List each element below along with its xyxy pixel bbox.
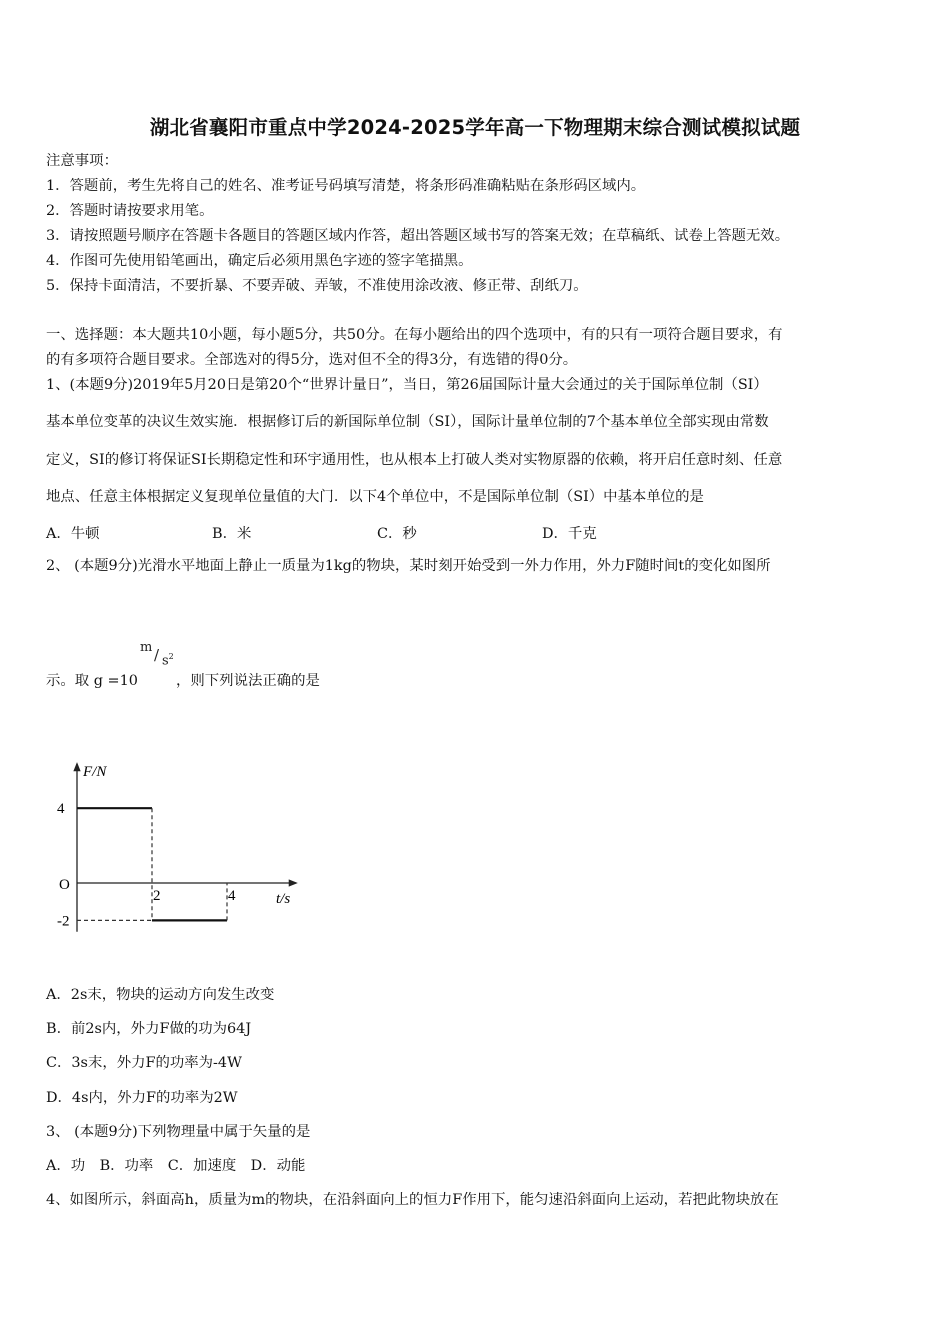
q2-line-2-pre: 示。取 g =10 xyxy=(46,673,138,689)
x-tick-label-2: 2 xyxy=(153,888,161,904)
unit-slash: / xyxy=(154,646,160,664)
y-tick-label-4: 4 xyxy=(57,801,65,818)
unit-denominator: $s^2$ xyxy=(162,652,174,669)
section-instruction-line2: 的有多项符合题目要求。全部选对的得5分，选对但不全的得3分，有选错的得0分。 xyxy=(46,352,578,368)
q4-line: 4、如图所示，斜面高h，质量为m的物块，在沿斜面向上的恒力F作用下，能匀速沿斜面向上运动，若把此物块放在 xyxy=(46,1192,779,1208)
unit-numerator: m xyxy=(140,640,153,655)
x-axis-label: t/s xyxy=(276,891,291,907)
y-axis-label: F/N xyxy=(83,764,107,780)
q2-option-c: C．3s末，外力F的功率为-4W xyxy=(46,1055,242,1071)
force-time-graph xyxy=(40,758,300,938)
x-tick-label-4: 4 xyxy=(228,888,236,904)
q3-options: A．功 B．功率 C．加速度 D．动能 xyxy=(46,1158,306,1174)
notice-item-1: 1．答题前，考生先将自己的姓名、准考证号码填写清楚，将条形码准确粘贴在条形码区域内。 xyxy=(46,178,646,194)
q1-option-a: A．牛顿 xyxy=(46,526,100,542)
q2-line-2-post: ，则下列说法正确的是 xyxy=(176,673,320,689)
notice-heading: 注意事项： xyxy=(46,153,118,169)
q1-line-4: 地点、任意主体根据定义复现单位量值的大门．以下4个单位中，不是国际单位制（SI）中基本单位的是 xyxy=(46,489,704,505)
q2-option-d: D．4s内，外力F的功率为2W xyxy=(46,1090,238,1106)
q1-option-b: B．米 xyxy=(212,526,252,542)
page-title: 湖北省襄阳市重点中学2024-2025学年高一下物理期末综合测试模拟试题 xyxy=(149,116,801,139)
q1-line-1: 1、(本题9分)2019年5月20日是第20个“世界计量日”，当日，第26届国际计量大会通过的关于国际单位制（SI） xyxy=(46,377,768,393)
q2-line-1: 2、 (本题9分)光滑水平地面上静止一质量为1kg的物块，某时刻开始受到一外力作用，外力F随时间t的变化如图所 xyxy=(46,558,771,574)
q2-option-a: A．2s末，物块的运动方向发生改变 xyxy=(46,987,275,1003)
q2-option-b: B．前2s内，外力F做的功为64J xyxy=(46,1021,252,1037)
q1-option-d: D．千克 xyxy=(542,526,597,542)
q1-line-3: 定义，SI的修订将保证SI长期稳定性和环宇通用性，也从根本上打破人类对实物原器的依赖，将开启任意时刻、任意 xyxy=(46,452,783,468)
q3-line: 3、 (本题9分)下列物理量中属于矢量的是 xyxy=(46,1124,311,1140)
origin-label: O xyxy=(59,877,70,893)
notice-item-5: 5．保持卡面清洁，不要折暴、不要弄破、弄皱，不准使用涂改液、修正带、刮纸刀。 xyxy=(46,278,588,294)
notice-item-3: 3．请按照题号顺序在答题卡各题目的答题区域内作答，超出答题区域书写的答案无效；在草稿纸、试卷上答题无效。 xyxy=(46,228,790,244)
notice-item-4: 4．作图可先使用铅笔画出，确定后必须用黑色字迹的签字笔描黑。 xyxy=(46,253,473,269)
q1-line-2: 基本单位变革的决议生效实施．根据修订后的新国际单位制（SI），国际计量单位制的7个基本单位全部实现由常数 xyxy=(46,414,769,430)
notice-item-2: 2．答题时请按要求用笔。 xyxy=(46,203,214,219)
section-instruction-line1: 一、选择题：本大题共10小题，每小题5分，共50分。在每小题给出的四个选项中，有的只有一项符合题目要求，有 xyxy=(46,327,783,343)
q1-option-c: C．秒 xyxy=(377,526,417,542)
y-tick-label--2: -2 xyxy=(57,913,70,930)
